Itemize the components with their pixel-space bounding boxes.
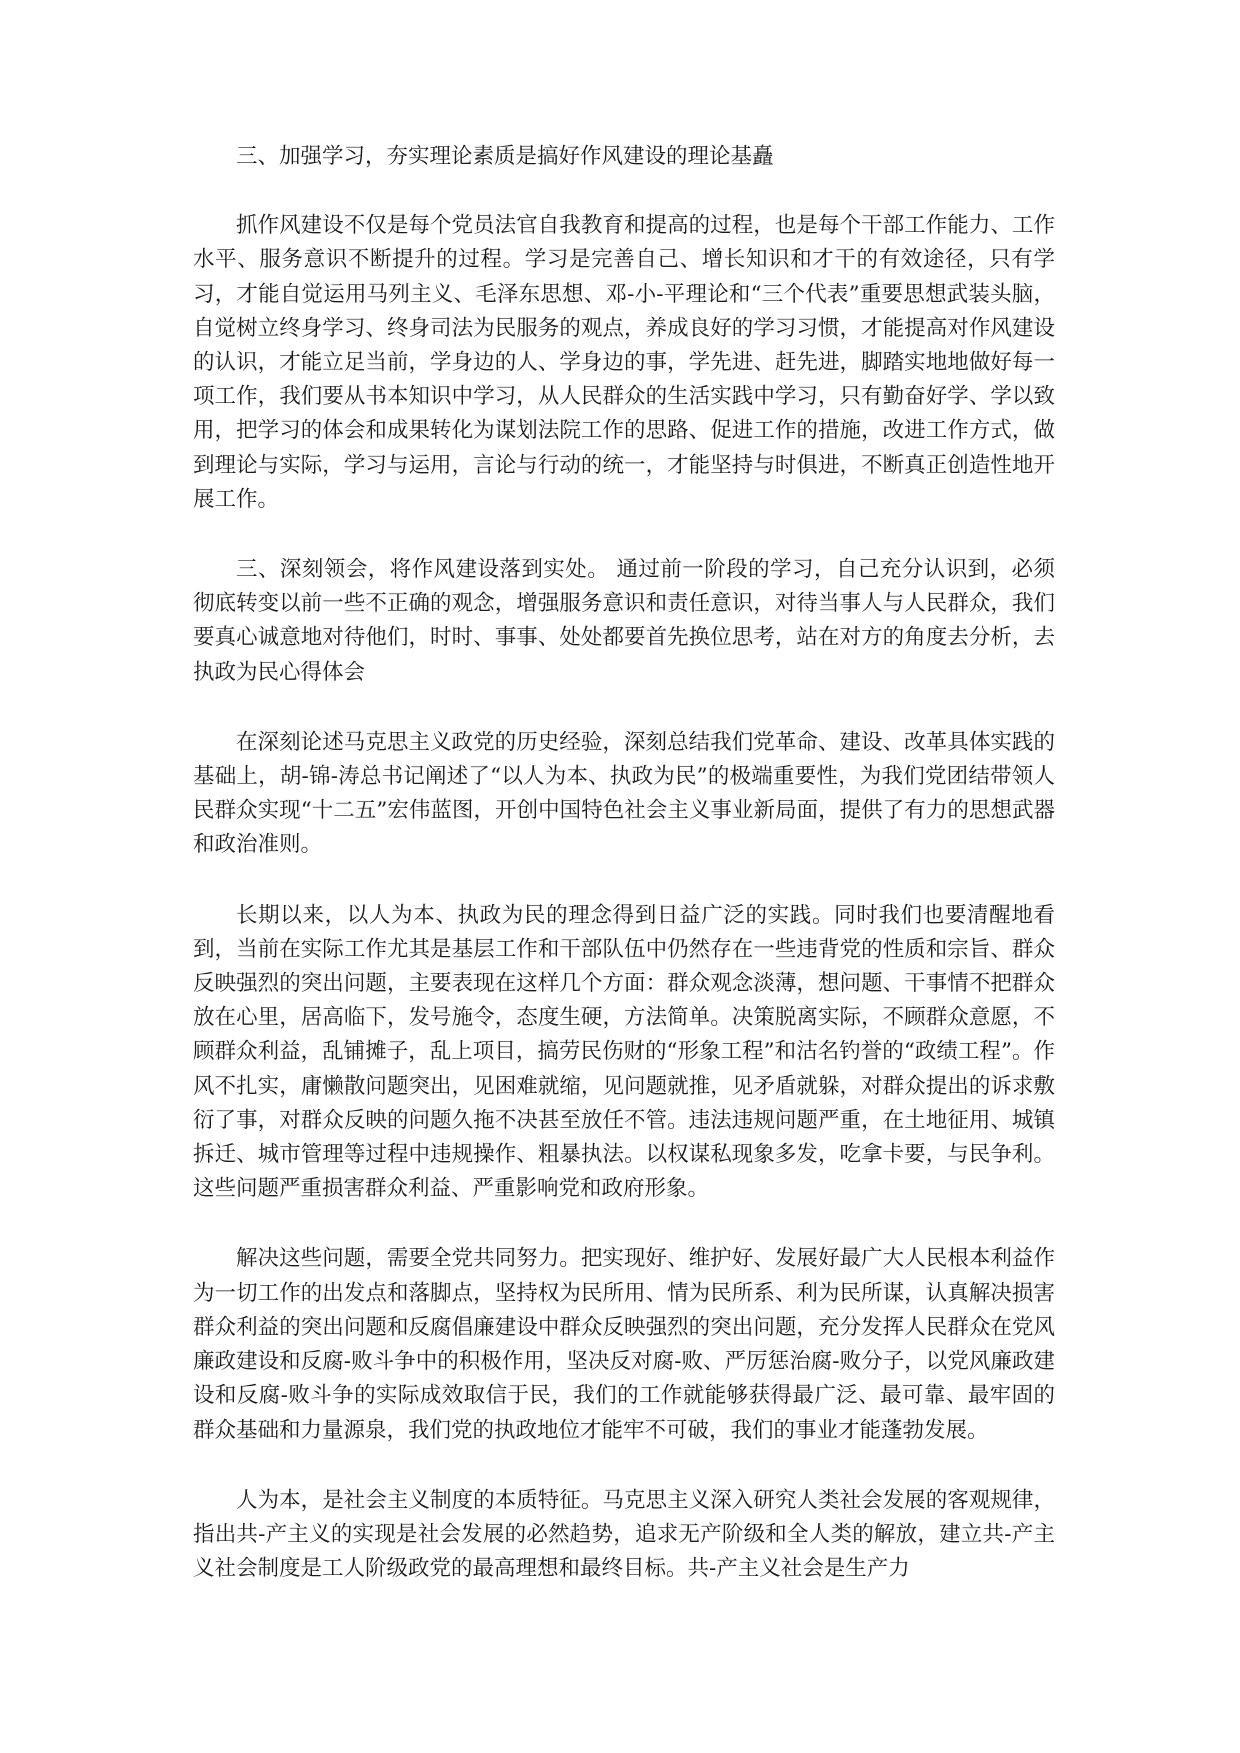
paragraph-4: 长期以来，以人为本、执政为民的理念得到日益广泛的实践。同时我们也要清醒地看到，当前在实际工作尤其是基层工作和干部队伍中仍然存在一些违背党的性质和宗旨、群众反映强烈的突出问题，主要表现在这样几个方面：群众观念淡薄，想问题、干事情不把群众放在心里，居高临下，发号施令，态度生硬，方法简单。决策脱离实际，不顾群众意愿，不顾群众利益，乱铺摊子，乱上项目，搞劳民伤财的“形象工程”和沽名钓誉的“政绩工程”。作风不扎实，庸懒散问题突出，见困难就缩，见问题就推，见矛盾就躲，对群众提出的诉求敷衍了事，对群众反映的问题久拖不决甚至放任不管。违法违规问题严重，在土地征用、城镇拆迁、城市管理等过程中违规操作、粗暴执法。以权谋私现象多发，吃拿卡要，与民争利。这些问题严重损害群众利益、严重影响党和政府形象。 (193, 902, 1055, 1202)
paragraph-5: 解决这些问题，需要全党共同努力。把实现好、维护好、发展好最广大人民根本利益作为一切工作的出发点和落脚点，坚持权为民所用、情为民所系、利为民所谋，认真解决损害群众利益的突出问题和反腐倡廉建设中群众反映强烈的突出问题，充分发挥人民群众在党风廉政建设和反腐-败斗争中的积极作用，坚决反对腐-败、严厉惩治腐-败分子，以党风廉政建设和反腐-败斗争的实际成效取信于民，我们的工作就能够获得最广泛、最可靠、最牢固的群众基础和力量源泉，我们党的执政地位才能牢不可破，我们的事业才能蓬勃发展。 (193, 1246, 1055, 1443)
paragraph-1: 抓作风建设不仅是每个党员法官自我教育和提高的过程，也是每个干部工作能力、工作水平、服务意识不断提升的过程。学习是完善自己、增长知识和才干的有效途径，只有学习，才能自觉运用马列主义、毛泽东思想、邓-小-平理论和“三个代表”重要思想武装头脑，自觉树立终身学习、终身司法为民服务的观点，养成良好的学习习惯，才能提高对作风建设的认识，才能立足当前，学身边的人、学身边的事，学先进、赶先进，脚踏实地地做好每一项工作，我们要从书本知识中学习，从人民群众的生活实践中学习，只有勤奋好学、学以致用，把学习的体会和成果转化为谋划法院工作的思路、促进工作的措施，改进工作方式，做到理论与实际，学习与运用，言论与行动的统一，才能坚持与时俱进，不断真正创造性地开展工作。 (193, 213, 1055, 512)
section-heading: 三、加强学习，夯实理论素质是搞好作风建设的理论基矗 (236, 144, 774, 169)
paragraph-6: 人为本，是社会主义制度的本质特征。马克思主义深入研究人类社会发展的客观规律，指出共-产主义的实现是社会发展的必然趋势，追求无产阶级和全人类的解放，建立共-产主义社会制度是工人阶级政党的最高理想和最终目标。共-产主义社会是生产力 (193, 1487, 1055, 1582)
document-page (193, 140, 1055, 1622)
paragraph-2: 三、深刻领会，将作风建设落到实处。 通过前一阶段的学习，自己充分认识到，必须彻底转变以前一些不正确的观念，增强服务意识和责任意识，对待当事人与人民群众，我们要真心诚意地对待他们，时时、事事、处处都要首先换位思考，站在对方的角度去分析，去执政为民心得体会 (193, 557, 1055, 685)
paragraph-3: 在深刻论述马克思主义政党的历史经验，深刻总结我们党革命、建设、改革具体实践的基础上，胡-锦-涛总书记阐述了“以人为本、执政为民”的极端重要性，为我们党团结带领人民群众实现“十二五”宏伟蓝图，开创中国特色社会主义事业新局面，提供了有力的思想武器和政治准则。 (193, 729, 1055, 858)
